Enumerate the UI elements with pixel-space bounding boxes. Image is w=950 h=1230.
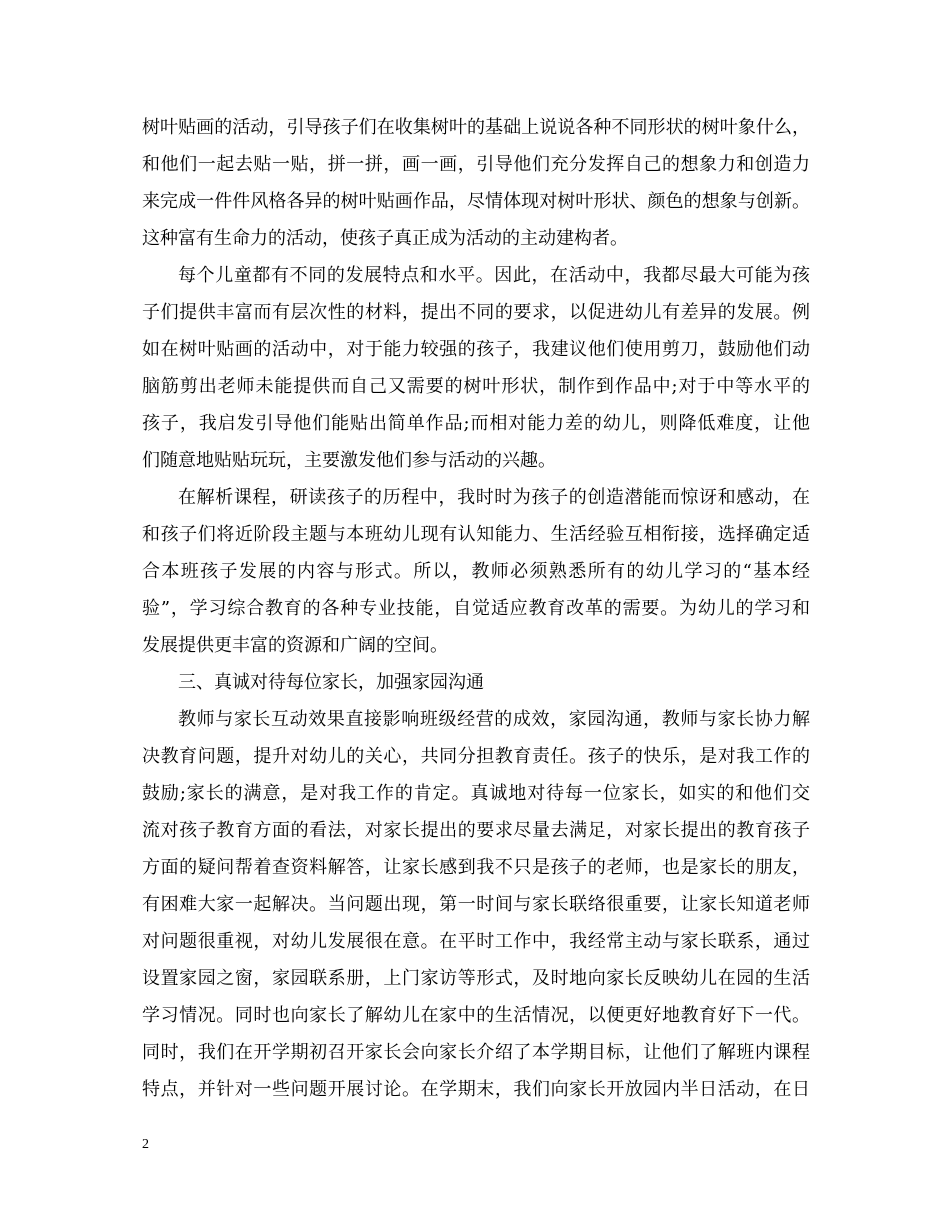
text-line: 对问题很重视，对幼儿发展很在意。在平时工作中，我经常主动与家长联系，通过 — [142, 931, 810, 952]
text-line: 树叶贴画的活动，引导孩子们在收集树叶的基础上说说各种不同形状的树叶象什么， — [142, 117, 810, 138]
text-line: 学习情况。同时也向家长了解幼儿在家中的生活情况，以便更好地教育好下一代。 — [142, 1005, 810, 1026]
text-line: 决教育问题，提升对幼儿的关心，共同分担教育责任。孩子的快乐，是对我工作的 — [142, 746, 810, 767]
text-line: 特点，并针对一些问题开展讨论。在学期末，我们向家长开放园内半日活动，在日 — [142, 1079, 810, 1100]
body-text — [142, 109, 810, 1108]
text-line: 同时，我们在开学期初召开家长会向家长介绍了本学期目标，让他们了解班内课程 — [142, 1042, 810, 1063]
text-line: 设置家园之窗，家园联系册，上门家访等形式，及时地向家长反映幼儿在园的生活 — [142, 968, 810, 989]
text-line: 有困难大家一起解决。当问题出现，第一时间与家长联络很重要，让家长知道老师 — [142, 894, 810, 915]
text-line: 方面的疑问帮着查资料解答，让家长感到我不只是孩子的老师，也是家长的朋友， — [142, 857, 810, 878]
text-line: 来完成一件件风格各异的树叶贴画作品，尽情体现对树叶形状、颜色的想象与创新。 — [142, 191, 810, 212]
text-line: 和孩子们将近阶段主题与本班幼儿现有认知能力、生活经验互相衔接，选择确定适 — [142, 524, 810, 545]
paragraph-first-line: 在解析课程，研读孩子的历程中，我时时为孩子的创造潜能而惊讶和感动，在 — [178, 487, 810, 508]
section-heading: 三、真诚对待每位家长，加强家园沟通 — [178, 672, 484, 693]
text-line: 脑筋剪出老师未能提供而自己又需要的树叶形状，制作到作品中;对于中等水平的 — [142, 376, 810, 397]
text-line: 发展提供更丰富的资源和广阔的空间。 — [142, 635, 448, 656]
text-line: 鼓励;家长的满意，是对我工作的肯定。真诚地对待每一位家长，如实的和他们交 — [142, 783, 810, 804]
text-line: 验”，学习综合教育的各种专业技能，自觉适应教育改革的需要。为幼儿的学习和 — [142, 598, 810, 619]
text-line: 们随意地贴贴玩玩，主要激发他们参与活动的兴趣。 — [142, 450, 556, 471]
paragraph-first-line: 教师与家长互动效果直接影响班级经营的成效，家园沟通，教师与家长协力解 — [178, 709, 810, 730]
page-number: 2 — [142, 1137, 149, 1152]
text-line: 这种富有生命力的活动，使孩子真正成为活动的主动建构者。 — [142, 228, 628, 249]
text-line: 孩子，我启发引导他们能贴出简单作品;而相对能力差的幼儿，则降低难度，让他 — [142, 413, 810, 434]
text-line: 流对孩子教育方面的看法，对家长提出的要求尽量去满足，对家长提出的教育孩子 — [142, 820, 810, 841]
text-line: 如在树叶贴画的活动中，对于能力较强的孩子，我建议他们使用剪刀，鼓励他们动 — [142, 339, 810, 360]
text-line: 子们提供丰富而有层次性的材料，提出不同的要求，以促进幼儿有差异的发展。例 — [142, 302, 810, 323]
text-line: 和他们一起去贴一贴，拼一拼，画一画，引导他们充分发挥自己的想象力和创造力 — [142, 154, 810, 175]
text-line: 合本班孩子发展的内容与形式。所以，教师必须熟悉所有的幼儿学习的“基本经 — [142, 561, 810, 582]
paragraph-first-line: 每个儿童都有不同的发展特点和水平。因此，在活动中，我都尽最大可能为孩 — [178, 265, 810, 286]
